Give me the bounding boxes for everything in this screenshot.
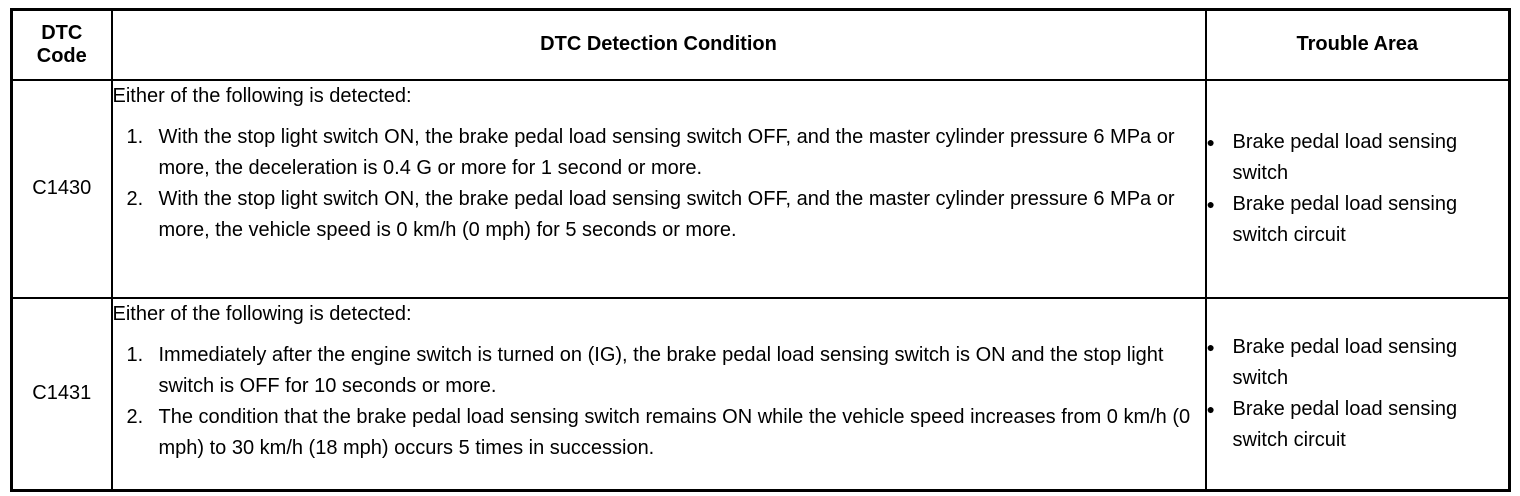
condition-intro: Either of the following is detected: [112, 84, 412, 107]
trouble-area-list [1207, 332, 1509, 456]
dtc-code-cell: C1430 [12, 80, 112, 298]
trouble-area-cell [1206, 298, 1510, 491]
trouble-area-cell [1206, 80, 1510, 298]
list-item: 2. The condition that the brake pedal load sensing switch remains ON while the vehicle speed increases from 0 km/h (0 mph) to 30 km/h (18 mph) occurs 5 times in succession. [126, 405, 1191, 459]
dtc-table [10, 8, 1511, 492]
condition-list [113, 340, 1205, 464]
header-trouble-area: Trouble Area [1206, 10, 1510, 80]
dtc-code-cell: C1431 [12, 298, 112, 491]
list-item: ● Brake pedal load sensing switch [1207, 127, 1509, 189]
condition-intro: Either of the following is detected: [112, 302, 412, 325]
detection-condition-cell [112, 298, 1206, 491]
table-row [12, 80, 1510, 298]
list-item: 2. With the stop light switch ON, the brake pedal load sensing switch OFF, and the master cylinder pressure 6 MPa or more, the vehicle speed is 0 km/h (0 mph) for 5 seconds or more. [126, 187, 1175, 241]
list-item: 1. Immediately after the engine switch is turned on (IG), the brake pedal load sensing switch is ON and the stop light switch is OFF for 10 seconds or more. [126, 343, 1164, 397]
table-header-row [12, 10, 1510, 80]
bullet-icon: ● [1206, 338, 1215, 355]
list-item: ● Brake pedal load sensing switch circuit [1207, 394, 1509, 456]
list-item: ● Brake pedal load sensing switch [1207, 332, 1509, 394]
condition-list [113, 122, 1205, 246]
bullet-icon: ● [1206, 400, 1215, 417]
header-dtc-code: DTC Code [12, 10, 112, 80]
bullet-icon: ● [1206, 133, 1215, 150]
detection-condition-cell [112, 80, 1206, 298]
bullet-icon: ● [1206, 195, 1215, 212]
trouble-area-list [1207, 127, 1509, 251]
header-detection-condition: DTC Detection Condition [112, 10, 1206, 80]
list-item: 1. With the stop light switch ON, the brake pedal load sensing switch OFF, and the master cylinder pressure 6 MPa or more, the deceleration is 0.4 G or more for 1 second or more. [126, 125, 1175, 179]
table-row [12, 298, 1510, 491]
list-item: ● Brake pedal load sensing switch circuit [1207, 189, 1509, 251]
